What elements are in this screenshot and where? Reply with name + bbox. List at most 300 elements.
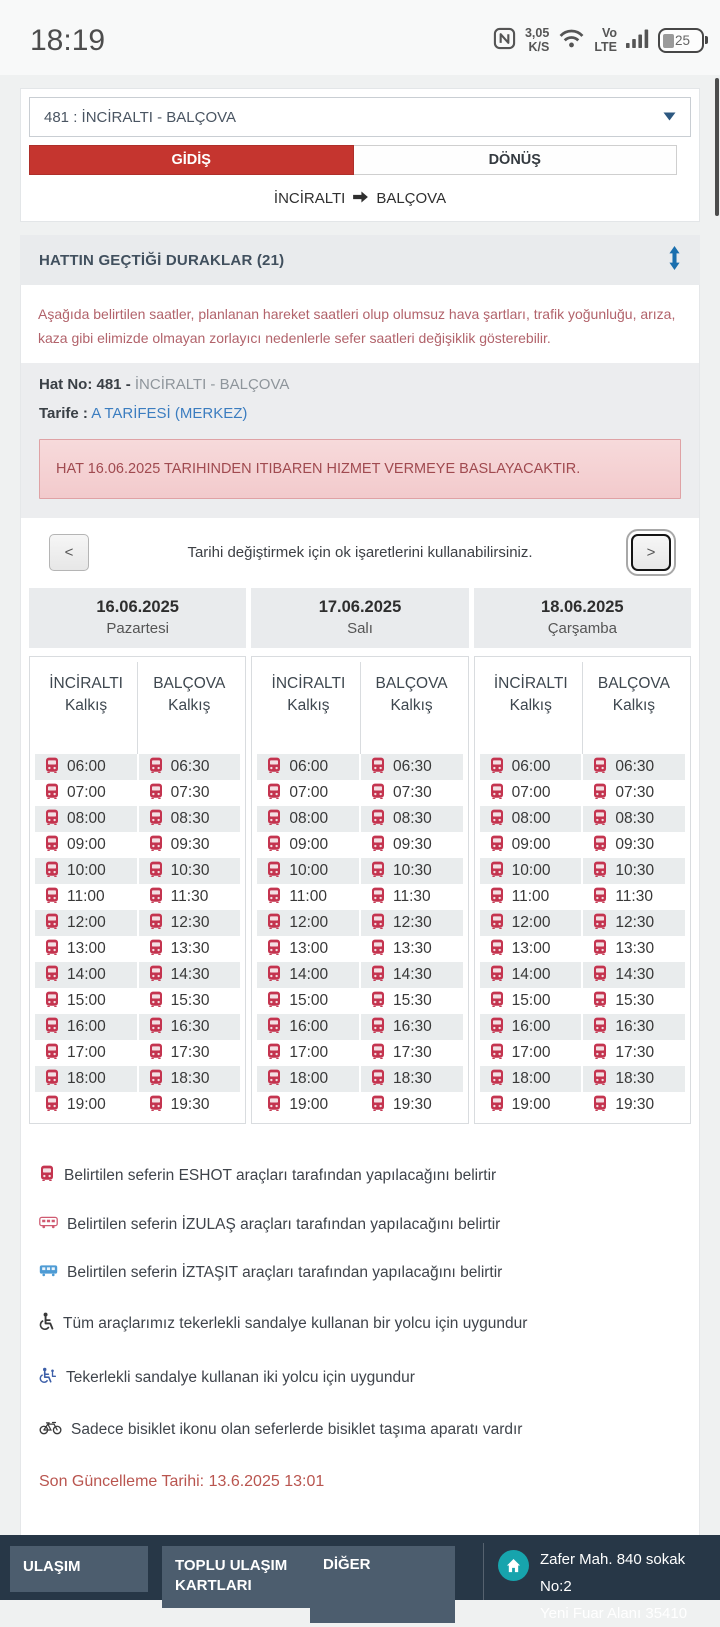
departure-cell (361, 1092, 463, 1118)
departure-cell (480, 936, 582, 962)
eshot-bus-icon (266, 835, 282, 856)
departure-time: 14:00 (511, 966, 551, 984)
timetable-row (480, 780, 685, 806)
eshot-bus-icon (44, 991, 60, 1012)
departure-cell (583, 962, 685, 988)
status-icons (493, 27, 704, 55)
timetable-column-header: İNCİRALTI Kalkış (480, 662, 583, 754)
timetable-row (257, 1066, 462, 1092)
departure-time: 14:30 (615, 966, 655, 984)
departure-time: 10:00 (67, 862, 106, 880)
departure-time: 07:00 (289, 784, 329, 802)
legend-item (39, 1312, 681, 1336)
departure-cell (139, 858, 241, 884)
day-name: Çarşamba (547, 620, 617, 638)
departure-time: 15:00 (289, 992, 329, 1010)
signal-bars-icon (626, 28, 649, 54)
departure-cell (35, 936, 137, 962)
eshot-bus-icon (370, 757, 386, 778)
legend-item (39, 1420, 681, 1440)
departure-cell (583, 988, 685, 1014)
timetable-row (35, 1092, 240, 1118)
timetable-section (21, 518, 699, 1124)
departure-time: 11:30 (393, 888, 431, 906)
eshot-bus-icon (266, 1069, 282, 1090)
eshot-bus-icon (370, 965, 386, 986)
status-bar (0, 0, 720, 75)
eshot-bus-icon (489, 1017, 505, 1038)
departure-time: 16:00 (67, 1018, 106, 1036)
departure-cell (257, 780, 359, 806)
eshot-bus-icon (370, 1017, 386, 1038)
timetable-row (35, 780, 240, 806)
volte-indicator: Vo LTE (594, 26, 617, 54)
departure-time: 08:00 (289, 810, 329, 828)
departure-cell (35, 754, 137, 780)
eshot-bus-icon (266, 1017, 282, 1038)
eshot-bus-icon (489, 783, 505, 804)
timetable-row (35, 1014, 240, 1040)
departure-cell (139, 1040, 241, 1066)
scrollbar-thumb[interactable] (715, 78, 719, 216)
departure-cell (257, 832, 359, 858)
timetable-row (480, 858, 685, 884)
eshot-bus-icon (266, 887, 282, 908)
footer-address-text (540, 1546, 720, 1627)
departure-cell (35, 1092, 137, 1118)
timetable-row (257, 1014, 462, 1040)
wifi-icon (558, 28, 585, 54)
departure-cell (139, 910, 241, 936)
schedule-card (20, 285, 700, 1536)
departure-time: 18:00 (511, 1070, 551, 1088)
arrow-right-icon (353, 190, 368, 207)
timetable-row (480, 910, 685, 936)
departure-time: 11:30 (615, 888, 653, 906)
timetable (29, 656, 246, 1124)
departure-cell (35, 1066, 137, 1092)
eshot-bus-icon (148, 1095, 164, 1116)
tables-row (29, 656, 691, 1124)
legend-item (39, 1366, 681, 1390)
battery-icon (658, 28, 704, 53)
timetable-row (35, 910, 240, 936)
departure-cell (257, 1040, 359, 1066)
eshot-bus-icon (148, 965, 164, 986)
departure-time: 08:00 (67, 810, 106, 828)
timetable-row (480, 936, 685, 962)
departure-time: 10:00 (289, 862, 329, 880)
departure-cell (35, 858, 137, 884)
eshot-bus-icon (266, 1095, 282, 1116)
eshot-bus-icon (266, 1043, 282, 1064)
departure-cell (257, 858, 359, 884)
departure-time: 19:30 (170, 1096, 210, 1114)
timetable-row (35, 936, 240, 962)
departure-time: 09:30 (615, 836, 655, 854)
departure-time: 19:00 (67, 1096, 106, 1114)
eshot-bus-icon (44, 835, 60, 856)
departure-time: 17:30 (170, 1044, 210, 1062)
departure-time: 07:30 (170, 784, 210, 802)
timetable-column-header: İNCİRALTI Kalkış (35, 662, 138, 754)
eshot-bus-icon (370, 861, 386, 882)
departure-time: 12:30 (393, 914, 432, 932)
timetable-row (480, 1040, 685, 1066)
departure-cell (480, 1066, 582, 1092)
battery-percent: 25 (675, 33, 691, 48)
eshot-bus-icon (148, 991, 164, 1012)
departure-time: 12:00 (67, 914, 106, 932)
route-selector-card (20, 88, 700, 222)
departure-time: 15:30 (615, 992, 655, 1010)
departure-cell (583, 884, 685, 910)
eshot-bus-icon (592, 809, 608, 830)
footer (0, 1535, 720, 1622)
departure-cell (583, 1014, 685, 1040)
departure-time: 11:00 (289, 888, 327, 906)
departure-cell (35, 1040, 137, 1066)
up-down-arrow-icon (668, 246, 681, 275)
eshot-bus-icon (489, 1095, 505, 1116)
departure-cell (583, 832, 685, 858)
date-navigation (29, 534, 691, 571)
timetable-row (35, 962, 240, 988)
eshot-bus-icon (148, 913, 164, 934)
tab-donus[interactable]: DÖNÜŞ (354, 145, 678, 175)
departure-cell (35, 910, 137, 936)
departure-time: 14:30 (393, 966, 432, 984)
departure-cell (583, 936, 685, 962)
eshot-bus-icon (489, 913, 505, 934)
departure-time: 06:30 (170, 758, 210, 776)
timetable-row (35, 858, 240, 884)
departure-time: 17:30 (393, 1044, 432, 1062)
departure-cell (583, 806, 685, 832)
eshot-bus-icon (592, 965, 608, 986)
eshot-bus-icon (592, 1095, 608, 1116)
departure-time: 19:30 (615, 1096, 655, 1114)
eshot-bus-icon (370, 991, 386, 1012)
departure-time: 08:30 (170, 810, 210, 828)
departure-cell (35, 988, 137, 1014)
eshot-bus-icon (592, 991, 608, 1012)
bicycle-icon (39, 1420, 62, 1440)
eshot-bus-icon (148, 1017, 164, 1038)
battery-fill (663, 34, 674, 48)
departure-cell (361, 884, 463, 910)
route-select[interactable] (29, 97, 691, 137)
departure-time: 16:00 (289, 1018, 329, 1036)
departure-cell (257, 1014, 359, 1040)
departure-time: 07:00 (511, 784, 551, 802)
departure-time: 19:00 (511, 1096, 551, 1114)
departure-time: 18:30 (170, 1070, 210, 1088)
eshot-bus-icon (489, 1043, 505, 1064)
departure-cell (583, 1092, 685, 1118)
footer-nav-ulasim[interactable]: ULAŞIM (10, 1546, 148, 1592)
departure-time: 18:00 (289, 1070, 329, 1088)
eshot-bus-icon (44, 1095, 60, 1116)
departure-time: 06:30 (615, 758, 655, 776)
departure-time: 11:00 (511, 888, 550, 906)
timetable-row (257, 754, 462, 780)
departure-time: 12:30 (615, 914, 655, 932)
timetable-row (257, 832, 462, 858)
departure-cell (480, 1092, 582, 1118)
footer-divider (483, 1543, 484, 1600)
departure-time: 14:30 (170, 966, 210, 984)
footer-nav-diger[interactable]: DİĞER (310, 1546, 455, 1623)
eshot-bus-icon (592, 783, 608, 804)
departure-cell (480, 806, 582, 832)
eshot-bus-icon (592, 1017, 608, 1038)
direction-tabs (29, 145, 677, 175)
departure-cell (35, 780, 137, 806)
eshot-bus-icon (44, 1069, 60, 1090)
timetable (474, 656, 691, 1124)
departure-time: 09:30 (393, 836, 432, 854)
eshot-bus-icon (148, 1069, 164, 1090)
eshot-bus-icon (44, 861, 60, 882)
departure-cell (257, 806, 359, 832)
departure-time: 15:30 (393, 992, 432, 1010)
departure-time: 09:00 (289, 836, 329, 854)
departure-cell (361, 806, 463, 832)
departure-time: 15:30 (170, 992, 210, 1010)
timetable-row (480, 754, 685, 780)
departure-time: 13:30 (393, 940, 432, 958)
eshot-bus-icon (148, 757, 164, 778)
departure-time: 16:30 (615, 1018, 655, 1036)
footer-address (498, 1546, 720, 1627)
departure-cell (139, 806, 241, 832)
departure-cell (480, 858, 582, 884)
chevron-down-icon (663, 108, 676, 126)
departure-cell (257, 910, 359, 936)
departure-cell (361, 936, 463, 962)
date-nav-hint: Tarihi değiştirmek için ok işaretlerini kullanabilirsiniz. (187, 544, 533, 562)
schedule-disclaimer: Aşağıda belirtilen saatler, planlanan hareket saatleri olup olumsuz hava şartları, trafik yoğunluğu, arıza, kaza gibi elimizde olmayan zorlayıcı nedenlerle sefer saatleri değişiklik gösterebilir. (38, 306, 676, 347)
eshot-bus-icon (39, 1165, 55, 1186)
departure-cell (480, 832, 582, 858)
timetable-row (35, 1040, 240, 1066)
departure-cell (257, 884, 359, 910)
route-direction-display (29, 190, 691, 207)
departure-cell (139, 1092, 241, 1118)
departure-cell (583, 1066, 685, 1092)
footer-address-line1: Zafer Mah. 840 sokak No:2 (540, 1551, 686, 1595)
timetable-row (257, 1040, 462, 1066)
day-name: Pazartesi (106, 620, 169, 638)
eshot-bus-icon (489, 887, 505, 908)
departure-cell (361, 910, 463, 936)
timetable-row (480, 884, 685, 910)
timetable-column-header: BALÇOVA Kalkış (153, 675, 226, 714)
eshot-bus-icon (489, 809, 505, 830)
departure-time: 09:30 (170, 836, 210, 854)
departure-cell (361, 1040, 463, 1066)
eshot-bus-icon (266, 783, 282, 804)
day-date: 18.06.2025 (541, 598, 624, 617)
eshot-bus-icon (44, 965, 60, 986)
eshot-bus-icon (148, 809, 164, 830)
departure-time: 07:30 (615, 784, 655, 802)
timetable-row (35, 806, 240, 832)
eshot-bus-icon (148, 939, 164, 960)
eshot-bus-icon (370, 1069, 386, 1090)
eshot-bus-icon (370, 1095, 386, 1116)
last-update: Son Güncelleme Tarihi: 13.6.2025 13:01 (39, 1473, 325, 1491)
tab-gidis[interactable]: GİDİŞ (29, 145, 354, 175)
eshot-bus-icon (266, 913, 282, 934)
legend-item (39, 1165, 681, 1186)
departure-time: 13:30 (615, 940, 655, 958)
departure-cell (583, 780, 685, 806)
eshot-bus-icon (266, 939, 282, 960)
timetable-header (257, 662, 462, 754)
eshot-bus-icon (44, 783, 60, 804)
departure-cell (257, 1066, 359, 1092)
eshot-bus-icon (370, 913, 386, 934)
eshot-bus-icon (489, 757, 505, 778)
timetable-row (480, 962, 685, 988)
departure-cell (257, 1092, 359, 1118)
eshot-bus-icon (44, 887, 60, 908)
departure-time: 13:00 (511, 940, 551, 958)
departure-time: 18:30 (615, 1070, 655, 1088)
line-number (39, 376, 681, 393)
timetable-column-header: BALÇOVA Kalkış (375, 675, 448, 714)
departure-cell (139, 1066, 241, 1092)
nfc-icon (493, 27, 516, 55)
timetable-row (35, 988, 240, 1014)
timetable-row (257, 1092, 462, 1118)
departure-cell (480, 780, 582, 806)
line-number-label: Hat No: 481 - (39, 376, 131, 394)
eshot-bus-icon (592, 939, 608, 960)
departure-cell (480, 910, 582, 936)
route-from: İNCİRALTI (273, 190, 346, 207)
timetable-row (257, 988, 462, 1014)
eshot-bus-icon (148, 835, 164, 856)
departure-time: 19:00 (289, 1096, 329, 1114)
departure-cell (583, 910, 685, 936)
eshot-bus-icon (266, 757, 282, 778)
eshot-bus-icon (592, 835, 608, 856)
departure-cell (257, 754, 359, 780)
departure-cell (35, 962, 137, 988)
legend-text: Sadece bisiklet ikonu olan seferlerde bisiklet taşıma aparatı vardır (71, 1421, 523, 1439)
departure-cell (480, 988, 582, 1014)
departure-time: 08:30 (615, 810, 655, 828)
footer-nav-toplu-ulasim-kartlari[interactable]: TOPLU ULAŞIM KARTLARI (162, 1546, 310, 1608)
eshot-bus-icon (148, 887, 164, 908)
days-row (29, 588, 691, 648)
legend-text: Tekerlekli sandalye kullanan iki yolcu için uygundur (66, 1369, 415, 1387)
line-number-value: İNCİRALTI - BALÇOVA (134, 376, 290, 394)
departure-time: 06:00 (511, 758, 551, 776)
timetable-row (480, 832, 685, 858)
departure-cell (583, 754, 685, 780)
stops-accordion-header[interactable] (20, 235, 700, 285)
departure-cell (257, 988, 359, 1014)
eshot-bus-icon (266, 991, 282, 1012)
eshot-bus-icon (44, 939, 60, 960)
timetable-row (35, 1066, 240, 1092)
eshot-bus-icon (370, 1043, 386, 1064)
departure-cell (35, 884, 137, 910)
departure-cell (361, 858, 463, 884)
departure-cell (361, 988, 463, 1014)
timetable-row (35, 832, 240, 858)
eshot-bus-icon (592, 913, 608, 934)
departure-time: 06:00 (289, 758, 329, 776)
departure-time: 10:30 (615, 862, 655, 880)
departure-time: 09:00 (67, 836, 106, 854)
departure-time: 16:30 (393, 1018, 432, 1036)
iztasit-bus-icon (39, 1264, 58, 1282)
departure-cell (257, 962, 359, 988)
departure-time: 12:00 (289, 914, 329, 932)
eshot-bus-icon (370, 939, 386, 960)
departure-cell (139, 754, 241, 780)
eshot-bus-icon (489, 939, 505, 960)
departure-time: 16:00 (511, 1018, 551, 1036)
eshot-bus-icon (370, 809, 386, 830)
departure-time: 08:00 (511, 810, 551, 828)
departure-time: 15:00 (511, 992, 551, 1010)
departure-time: 18:00 (67, 1070, 106, 1088)
departure-time: 09:00 (511, 836, 551, 854)
departure-cell (361, 754, 463, 780)
timetable-row (257, 806, 462, 832)
tariff-label: Tarife : (39, 405, 88, 423)
next-date-button[interactable]: > (631, 534, 671, 571)
timetable-column-header: İNCİRALTI Kalkış (257, 662, 360, 754)
timetable-header (480, 662, 685, 754)
departure-cell (35, 832, 137, 858)
timetable-row (35, 754, 240, 780)
legend-text: Belirtilen seferin ESHOT araçları tarafından yapılacağını belirtir (64, 1166, 497, 1184)
eshot-bus-icon (489, 1069, 505, 1090)
departure-time: 14:00 (67, 966, 106, 984)
legend-items (39, 1165, 681, 1440)
timetable-row (257, 884, 462, 910)
eshot-bus-icon (370, 887, 386, 908)
eshot-bus-icon (44, 809, 60, 830)
legend (21, 1124, 699, 1535)
eshot-bus-icon (592, 1043, 608, 1064)
departure-cell (480, 1014, 582, 1040)
departure-cell (361, 1066, 463, 1092)
timetable-row (480, 1092, 685, 1118)
departure-cell (139, 936, 241, 962)
legend-text: Belirtilen seferin İZTAŞIT araçları tarafından yapılacağını belirtir (67, 1264, 503, 1282)
departure-cell (35, 1014, 137, 1040)
eshot-bus-icon (266, 965, 282, 986)
legend-item (39, 1264, 681, 1282)
departure-time: 07:00 (67, 784, 106, 802)
eshot-bus-icon (592, 861, 608, 882)
timetable-row (480, 806, 685, 832)
eshot-bus-icon (44, 913, 60, 934)
tariff-link[interactable]: A TARİFESİ (MERKEZ) (91, 405, 248, 423)
departure-time: 13:00 (67, 940, 106, 958)
prev-date-button[interactable]: < (49, 534, 89, 571)
departure-time: 07:30 (393, 784, 432, 802)
departure-cell (480, 962, 582, 988)
